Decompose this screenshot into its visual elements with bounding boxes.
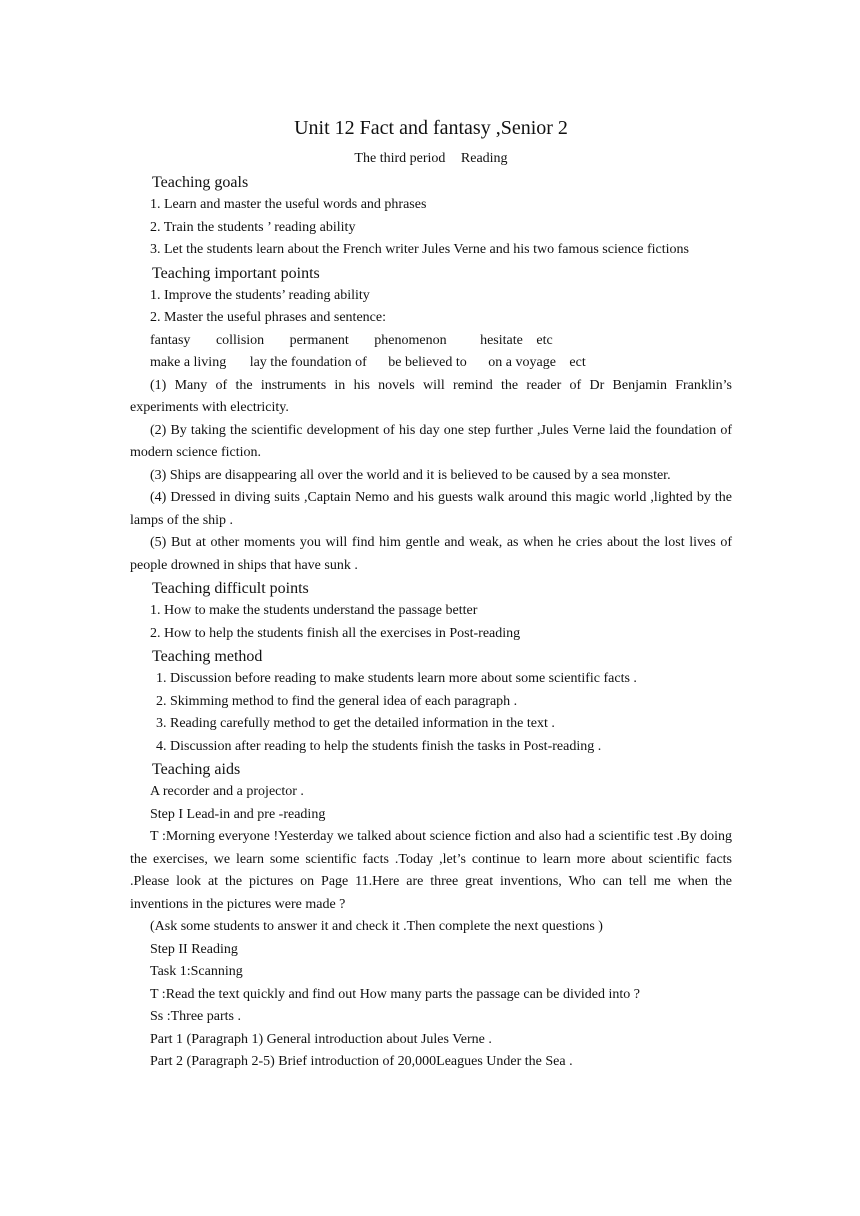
vocab-phrase: ect [569, 355, 586, 370]
difficult-point-2: 2. How to help the students finish all the exercises in Post-reading [150, 625, 521, 641]
step2-title: Step II Reading [150, 941, 238, 957]
teaching-goals-heading: Teaching goals [152, 174, 249, 191]
subtitle-topic: Reading [460, 151, 508, 166]
vocab-word: permanent [289, 332, 349, 348]
document-body [130, 115, 732, 1074]
vocabulary-phrases [130, 352, 732, 375]
vocab-word: collision [215, 332, 265, 348]
important-points-heading: Teaching important points [152, 264, 320, 282]
part2-description: Part 2 (Paragraph 2-5) Brief introduction of 20,000Leagues Under the Sea . [150, 1054, 573, 1069]
vocab-phrase: lay the foundation of [249, 355, 367, 370]
goal-item-3: 3. Let the students learn about the French writer Jules Verne and his two famous science fictions [150, 242, 689, 257]
sentence-5: (5) But at other moments you will find him gentle and weak, as when he cries about the lost lives of people drowned in ships that have sunk . [130, 535, 732, 573]
teaching-aids-text: A recorder and a projector . [150, 784, 304, 799]
method-item-2: 2. Skimming method to find the general idea of each paragraph . [156, 693, 518, 709]
step1-title: Step I Lead-in and pre -reading [150, 806, 326, 822]
sentence-2: (2) By taking the scientific development of his day one step further ,Jules Verne laid the foundation of modern science fiction. [130, 422, 732, 460]
vocab-word: hesitate [480, 332, 523, 348]
difficult-points-heading: Teaching difficult points [152, 580, 309, 597]
teaching-aids-heading: Teaching aids [152, 761, 241, 778]
vocab-word: phenomenon [374, 332, 447, 348]
vocab-phrase: on a voyage [488, 355, 556, 370]
difficult-point-1: 1. How to make the students understand the passage better [150, 603, 478, 618]
vocab-phrase: be believed to [388, 355, 467, 370]
document-subtitle [130, 149, 732, 169]
subtitle-period: The third period [354, 151, 446, 166]
teaching-method-heading: Teaching method [152, 648, 263, 665]
task1-title: Task 1:Scanning [150, 964, 243, 979]
part1-description: Part 1 (Paragraph 1) General introduction about Jules Verne . [150, 1031, 492, 1047]
important-point-2: 2. Master the useful phrases and sentence: [150, 310, 386, 325]
method-item-1: 1. Discussion before reading to make students learn more about some scientific facts . [156, 671, 637, 686]
sentence-1: (1) Many of the instruments in his novels will remind the reader of Dr Benjamin Franklin’s experiments with electricity. [130, 377, 732, 415]
important-point-1: 1. Improve the students’ reading ability [150, 287, 370, 303]
vocab-word: fantasy [150, 332, 191, 348]
vocab-word: etc [536, 332, 553, 348]
sentence-3: (3) Ships are disappearing all over the world and it is believed to be caused by a sea monster. [150, 467, 671, 483]
step1-note: (Ask some students to answer it and check it .Then complete the next questions ) [150, 919, 603, 934]
goal-item-2: 2. Train the students ’ reading ability [150, 219, 356, 235]
vocabulary-words [130, 330, 732, 353]
method-item-3: 3. Reading carefully method to get the detailed information in the text . [156, 716, 555, 731]
task1-answer: Ss :Three parts . [150, 1009, 241, 1024]
sentence-4: (4) Dressed in diving suits ,Captain Nemo and his guests walk around this magic world ,lighted by the lamps of the ship . [130, 490, 732, 528]
vocab-phrase: make a living [150, 355, 227, 370]
document-title: Unit 12 Fact and fantasy ,Senior 2 [294, 117, 568, 139]
step1-text: T :Morning everyone !Yesterday we talked about science fiction and also had a scientific test .By doing the exercises, we learn some scientific facts .Today ,let’s continue to learn more about scientific facts .Please look at the pictures on Page 11.Here are three great inventions, Who can tell me when the inventions in the pictures were made ? [130, 829, 732, 912]
goal-item-1: 1. Learn and master the useful words and phrases [150, 197, 427, 212]
task1-question: T :Read the text quickly and find out How many parts the passage can be divided into ? [150, 986, 641, 1002]
method-item-4: 4. Discussion after reading to help the students finish the tasks in Post-reading . [156, 738, 602, 754]
